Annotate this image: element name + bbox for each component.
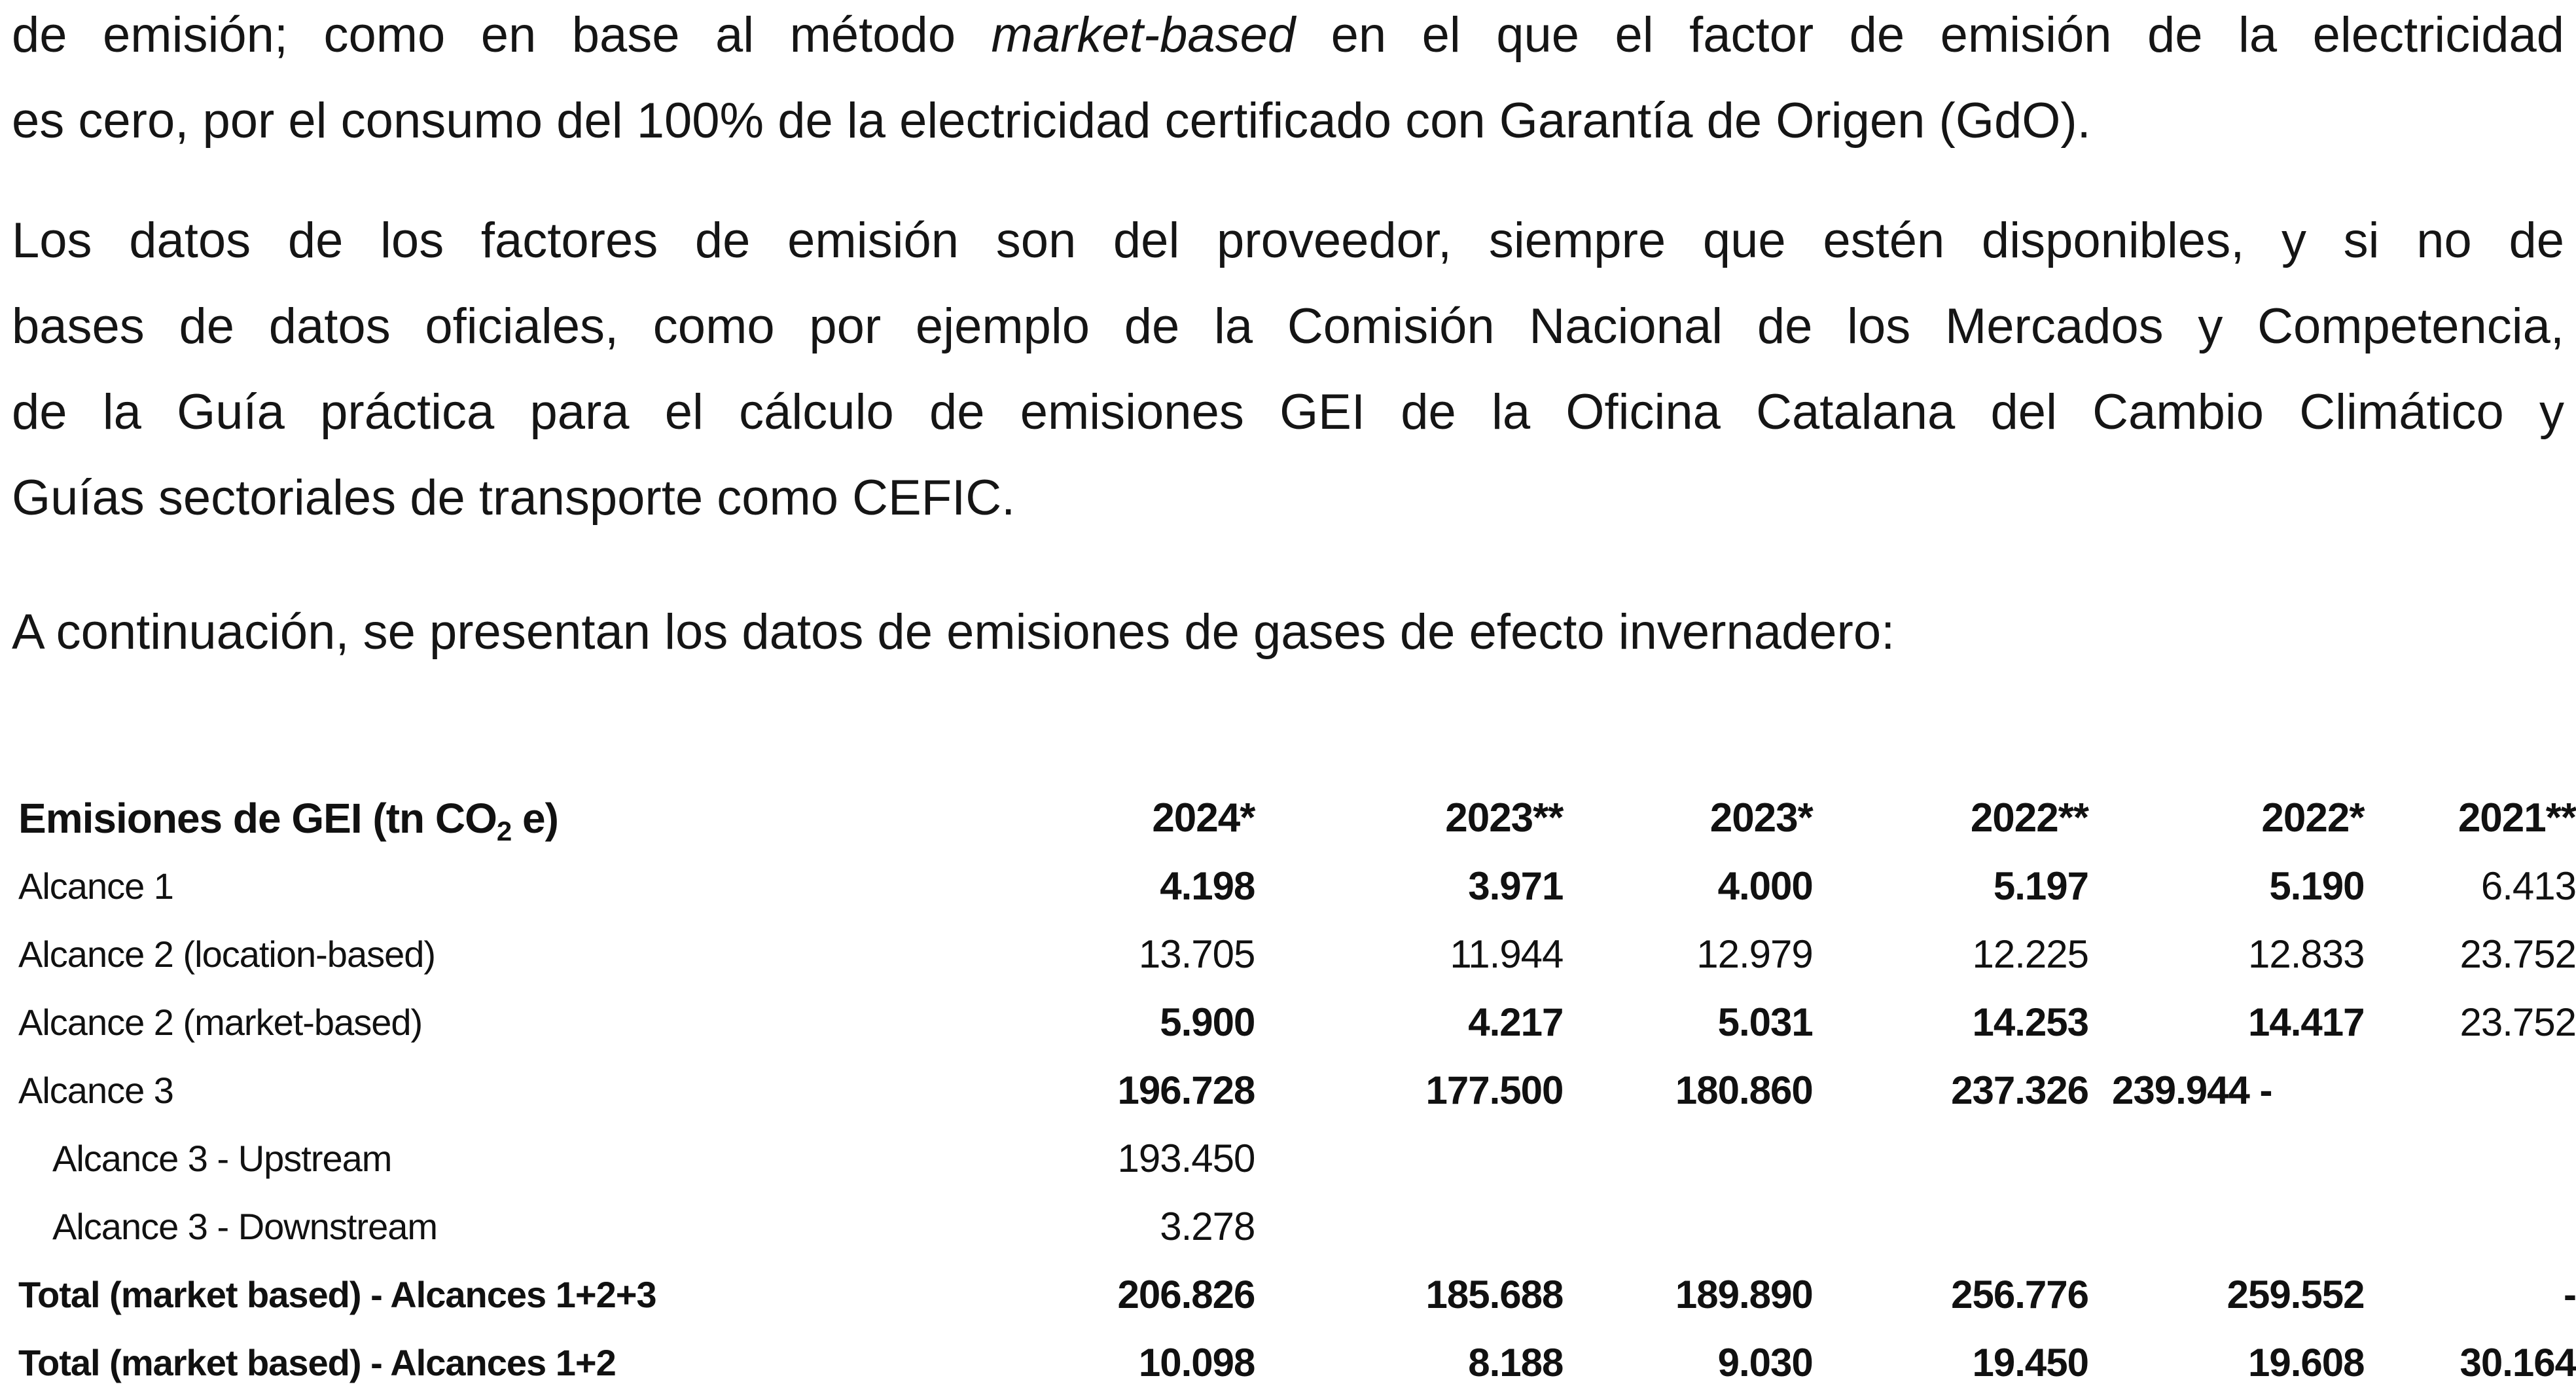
table-header-row <box>18 784 2576 852</box>
table-cell: 9.030 <box>1717 1341 1813 1385</box>
year-header: 2022** <box>1970 795 2088 841</box>
year-header: 2024* <box>1152 795 1255 841</box>
row-label: Alcance 1 <box>18 865 173 907</box>
table-cell: 12.833 <box>2247 932 2365 976</box>
text-span: de emisión; como en base al método <box>12 7 992 63</box>
table-cell <box>1563 1125 1812 1193</box>
table-row <box>18 920 2576 989</box>
row-label: Alcance 2 (location-based) <box>18 934 436 975</box>
table-cell: 12.225 <box>1972 932 2088 976</box>
header-text: e) <box>511 795 558 842</box>
table-cell: 8.188 <box>1468 1341 1564 1385</box>
table-cell <box>2364 1125 2576 1193</box>
table-cell: 193.450 <box>1117 1136 1255 1180</box>
paragraph-line: A continuación, se presentan los datos de emisiones de gases de efecto invernadero: <box>12 604 1895 660</box>
row-label: Alcance 3 - Downstream <box>52 1206 438 1247</box>
table-cell: 10.098 <box>1138 1341 1255 1385</box>
table-cell: 3.971 <box>1468 864 1564 908</box>
paragraph-intro-table <box>12 589 2564 675</box>
paragraph-emission-method <box>12 0 2564 164</box>
year-header: 2021** <box>2458 795 2576 841</box>
table-cell: 14.417 <box>2247 1000 2365 1044</box>
table-cell: 206.826 <box>1117 1273 1255 1316</box>
row-label: Alcance 3 <box>18 1070 173 1111</box>
year-header: 2022* <box>2261 795 2365 841</box>
table-cell <box>2088 1125 2364 1193</box>
table-cell: 19.450 <box>1972 1341 2088 1385</box>
table-cell <box>1563 1193 1812 1261</box>
row-label: Alcance 2 (market-based) <box>18 1002 423 1043</box>
table-cell: 189.890 <box>1675 1273 1813 1316</box>
table-cell: 13.705 <box>1138 932 1255 976</box>
paragraph-line: es cero, por el consumo del 100% de la electricidad certificado con Garantía de Origen (GdO). <box>12 93 2091 149</box>
header-subscript: 2 <box>496 816 512 846</box>
paragraph-line: Los datos de los factores de emisión son del proveedor, siempre que estén disponibles, y si no de <box>12 213 2564 268</box>
table-cell: 11.944 <box>1450 932 1564 976</box>
paragraph-line: bases de datos oficiales, como por ejemplo de la Comisión Nacional de los Mercados y Competencia, <box>12 299 2564 354</box>
ghg-emissions-table <box>18 784 2576 1397</box>
table-cell: 3.278 <box>1160 1205 1255 1248</box>
table-cell: 30.164 <box>2460 1341 2576 1385</box>
table-row <box>18 1261 2576 1329</box>
table-cell: 4.198 <box>1160 864 1255 908</box>
table-cell: 6.413 <box>2480 864 2576 908</box>
table-row <box>18 989 2576 1057</box>
table-cell: 14.253 <box>1972 1000 2088 1044</box>
table-cell <box>1813 1125 2088 1193</box>
table-cell <box>2364 1057 2576 1125</box>
table-header-label <box>18 784 875 852</box>
italic-term: market-based <box>991 7 1296 63</box>
year-header: 2023* <box>1709 795 1813 841</box>
table-row <box>18 1329 2576 1397</box>
year-header: 2023** <box>1445 795 1564 841</box>
table-cell <box>1255 1125 1563 1193</box>
table-row <box>18 1125 2576 1193</box>
table-cell <box>2364 1193 2576 1261</box>
table-row <box>18 1057 2576 1125</box>
table-cell: 23.752 <box>2460 1000 2576 1044</box>
table-cell: 5.190 <box>2269 864 2365 908</box>
row-label: Total (market based) - Alcances 1+2+3 <box>18 1274 656 1315</box>
table-cell: 239.944 - <box>2112 1068 2272 1112</box>
header-text: Emisiones de GEI (tn CO <box>18 795 497 842</box>
table-cell: 4.000 <box>1717 864 1813 908</box>
table-cell: 196.728 <box>1117 1068 1255 1112</box>
table-cell: 259.552 <box>2227 1273 2365 1316</box>
table-cell: 5.900 <box>1160 1000 1255 1044</box>
paragraph-line: Guías sectoriales de transporte como CEFIC. <box>12 470 1016 526</box>
table-cell: 5.031 <box>1717 1000 1813 1044</box>
paragraph-line <box>12 0 2564 78</box>
table-cell: 23.752 <box>2460 932 2576 976</box>
table-cell <box>2088 1193 2364 1261</box>
row-label: Alcance 3 - Upstream <box>52 1138 392 1179</box>
table-cell: 180.860 <box>1675 1068 1813 1112</box>
paragraph-emission-factors <box>12 198 2564 541</box>
table-cell: 177.500 <box>1425 1068 1564 1112</box>
table-cell: 185.688 <box>1425 1273 1564 1316</box>
table-cell: 4.217 <box>1468 1000 1564 1044</box>
table-cell <box>1255 1193 1563 1261</box>
table-cell: 237.326 <box>1951 1068 2088 1112</box>
table-cell <box>1813 1193 2088 1261</box>
table-row <box>18 852 2576 920</box>
table-cell: 19.608 <box>2247 1341 2365 1385</box>
table-cell: 12.979 <box>1696 932 1813 976</box>
paragraph-line: de la Guía práctica para el cálculo de emisiones GEI de la Oficina Catalana del Cambio Climático y <box>12 384 2564 440</box>
table-cell: - <box>2564 1273 2576 1316</box>
row-label: Total (market based) - Alcances 1+2 <box>18 1342 616 1383</box>
text-span: en el que el factor de emisión de la electricidad <box>1295 7 2564 63</box>
table-row <box>18 1193 2576 1261</box>
table-cell: 256.776 <box>1951 1273 2088 1316</box>
table-cell: 5.197 <box>1993 864 2088 908</box>
